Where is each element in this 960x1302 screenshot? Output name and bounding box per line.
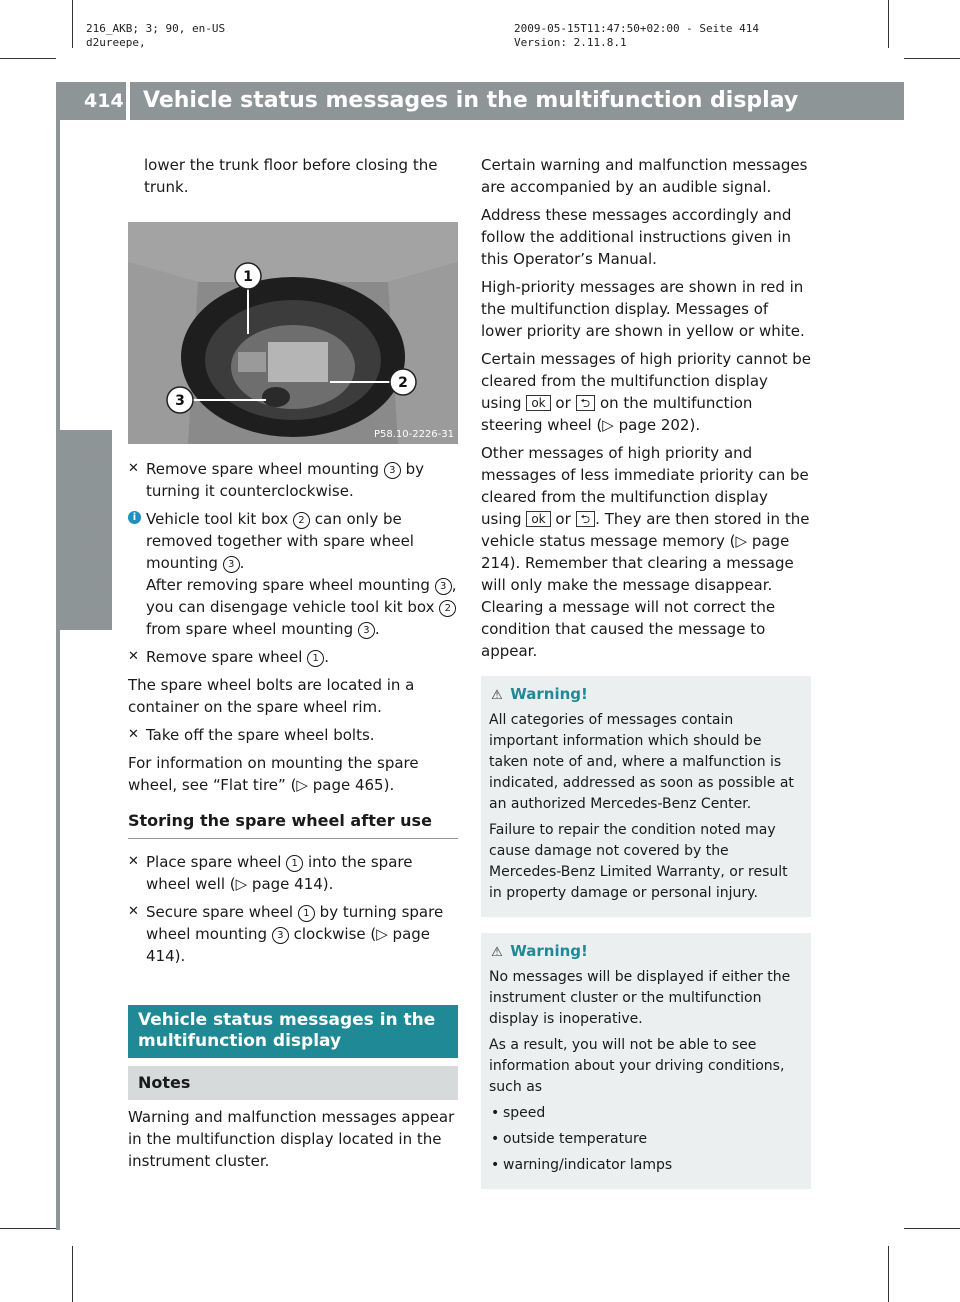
step-arrow-icon: ✕ bbox=[128, 727, 139, 742]
warning-text: All categories of messages contain important information which should be taken note of and, where a malfunction is indicated, addressed as soon as possible at an authorized Mercedes-Benz Center. bbox=[489, 712, 794, 812]
ref-number: 1 bbox=[286, 855, 303, 872]
crop-mark bbox=[888, 0, 889, 48]
warning-title: Warning! bbox=[510, 685, 588, 703]
step-take-off-bolts: ✕ Take off the spare wheel bolts. bbox=[128, 726, 375, 744]
warning-triangle-icon: ⚠ bbox=[491, 688, 503, 703]
crop-mark bbox=[888, 1246, 889, 1302]
warning-text: No messages will be displayed if either the instrument cluster or the multifunction display is inoperative. bbox=[489, 969, 791, 1027]
page-number: 414 bbox=[84, 90, 124, 112]
warning-title: Warning! bbox=[510, 942, 588, 960]
ref-number: 3 bbox=[384, 462, 401, 479]
crop-mark bbox=[72, 0, 73, 48]
warning-text: As a result, you will not be able to see information about your driving conditions, such as bbox=[489, 1037, 785, 1095]
callout-1: 1 bbox=[243, 269, 253, 285]
chapter-label: Practical hints bbox=[86, 451, 111, 630]
step-secure-wheel: ✕ Secure spare wheel 1 by turning spare wheel mounting 3 clockwise (▷ page 414). bbox=[128, 903, 444, 965]
spare-wheel-photo bbox=[128, 222, 458, 444]
notes-heading: Notes bbox=[128, 1066, 458, 1100]
left-column bbox=[128, 154, 458, 1178]
step-arrow-icon: ✕ bbox=[128, 904, 139, 919]
ok-key: ok bbox=[526, 395, 550, 411]
clearable-messages-text: Other messages of high priority and messages of less immediate priority can be cleared from the multifunction display using ok or ⮌ . They are then stored in the vehicle status message memory (▷ page 214). Remember that clearing a message will only make the message disappear. Clearing a message will not correct the condition that caused the message to appear. bbox=[481, 444, 810, 660]
figure-code: P58.10-2226-31 bbox=[373, 429, 454, 440]
storing-heading: Storing the spare wheel after use bbox=[128, 810, 458, 839]
print-meta-right bbox=[514, 22, 759, 50]
ref-number: 2 bbox=[293, 512, 310, 529]
callout-3: 3 bbox=[175, 393, 185, 409]
print-meta-right-line1: 2009-05-15T11:47:50+02:00 - Seite 414 bbox=[514, 22, 760, 35]
crop-mark bbox=[0, 58, 56, 59]
step-place-wheel: ✕ Place spare wheel 1 into the spare wheel well (▷ page 414). bbox=[128, 853, 413, 893]
list-item: • outside temperature bbox=[489, 1129, 803, 1150]
list-item: • warning/indicator lamps bbox=[489, 1155, 803, 1176]
step-remove-wheel: ✕ Remove spare wheel 1 . bbox=[128, 648, 329, 666]
print-meta-right-line2: Version: 2.11.8.1 bbox=[514, 36, 627, 49]
notes-text: Warning and malfunction messages appear in the multifunction display located in the instrument cluster. bbox=[128, 1108, 455, 1170]
crop-mark bbox=[904, 58, 960, 59]
warning-triangle-icon: ⚠ bbox=[491, 945, 503, 960]
ref-number: 2 bbox=[439, 600, 456, 617]
info-icon: i bbox=[128, 511, 141, 524]
step-arrow-icon: ✕ bbox=[128, 854, 139, 869]
step-remove-mounting: ✕ Remove spare wheel mounting 3 by turning it counterclockwise. bbox=[128, 460, 425, 500]
print-meta-left bbox=[86, 22, 225, 50]
back-key-icon: ⮌ bbox=[576, 511, 596, 527]
ref-number: 3 bbox=[435, 578, 452, 595]
print-meta-left-line1: 216_AKB; 3; 90, en-US bbox=[86, 22, 226, 35]
print-meta-left-line2: d2ureepe, bbox=[86, 36, 146, 49]
list-item: • speed bbox=[489, 1103, 803, 1124]
bolts-location-text: The spare wheel bolts are located in a container on the spare wheel rim. bbox=[128, 676, 415, 716]
right-column bbox=[481, 154, 811, 1205]
crop-mark bbox=[0, 1228, 56, 1229]
spare-wheel-illustration bbox=[128, 222, 458, 444]
step-arrow-icon: ✕ bbox=[128, 649, 139, 664]
priority-colors-text: High-priority messages are shown in red in the multifunction display. Messages of lower priority are shown in yellow or white. bbox=[481, 278, 805, 340]
page-header bbox=[56, 82, 904, 120]
high-priority-text: Certain messages of high priority cannot be cleared from the multifunction display using ok or ⮌ on the multifunction steering wheel (▷ page 202). bbox=[481, 350, 811, 434]
margin-rule bbox=[56, 120, 60, 1230]
crop-mark bbox=[72, 1246, 73, 1302]
ref-number: 3 bbox=[272, 927, 289, 944]
warning-box-2 bbox=[481, 933, 811, 1189]
ref-number: 3 bbox=[223, 556, 240, 573]
info-note: i Vehicle tool kit box 2 can only be removed together with spare wheel mounting 3 . After removing spare wheel mounting 3 , you can disengage vehicle tool kit box 2 from spare wheel mounting 3 . bbox=[128, 508, 458, 640]
step-arrow-icon: ✕ bbox=[128, 461, 139, 476]
mounting-info-text: For information on mounting the spare wheel, see “Flat tire” (▷ page 465). bbox=[128, 754, 419, 794]
continued-text: lower the trunk floor before closing the trunk. bbox=[144, 156, 438, 196]
ref-number: 1 bbox=[307, 650, 324, 667]
header-separator bbox=[126, 82, 130, 120]
warning-box-1 bbox=[481, 676, 811, 917]
warning-text: Failure to repair the condition noted may cause damage not covered by the Mercedes-Benz Limited Warranty, or result in property damage or personal injury. bbox=[489, 822, 788, 901]
section-heading: Vehicle status messages in the multifunction display bbox=[128, 1005, 458, 1058]
ok-key: ok bbox=[526, 511, 550, 527]
page-title: Vehicle status messages in the multifunction display bbox=[143, 88, 799, 113]
ref-number: 3 bbox=[358, 622, 375, 639]
crop-mark bbox=[904, 1228, 960, 1229]
ref-number: 1 bbox=[298, 905, 315, 922]
callout-2: 2 bbox=[398, 375, 408, 391]
address-messages-text: Address these messages accordingly and follow the additional instructions given in this Operator’s Manual. bbox=[481, 206, 792, 268]
back-key-icon: ⮌ bbox=[576, 395, 596, 411]
audible-signal-text: Certain warning and malfunction messages are accompanied by an audible signal. bbox=[481, 156, 808, 196]
